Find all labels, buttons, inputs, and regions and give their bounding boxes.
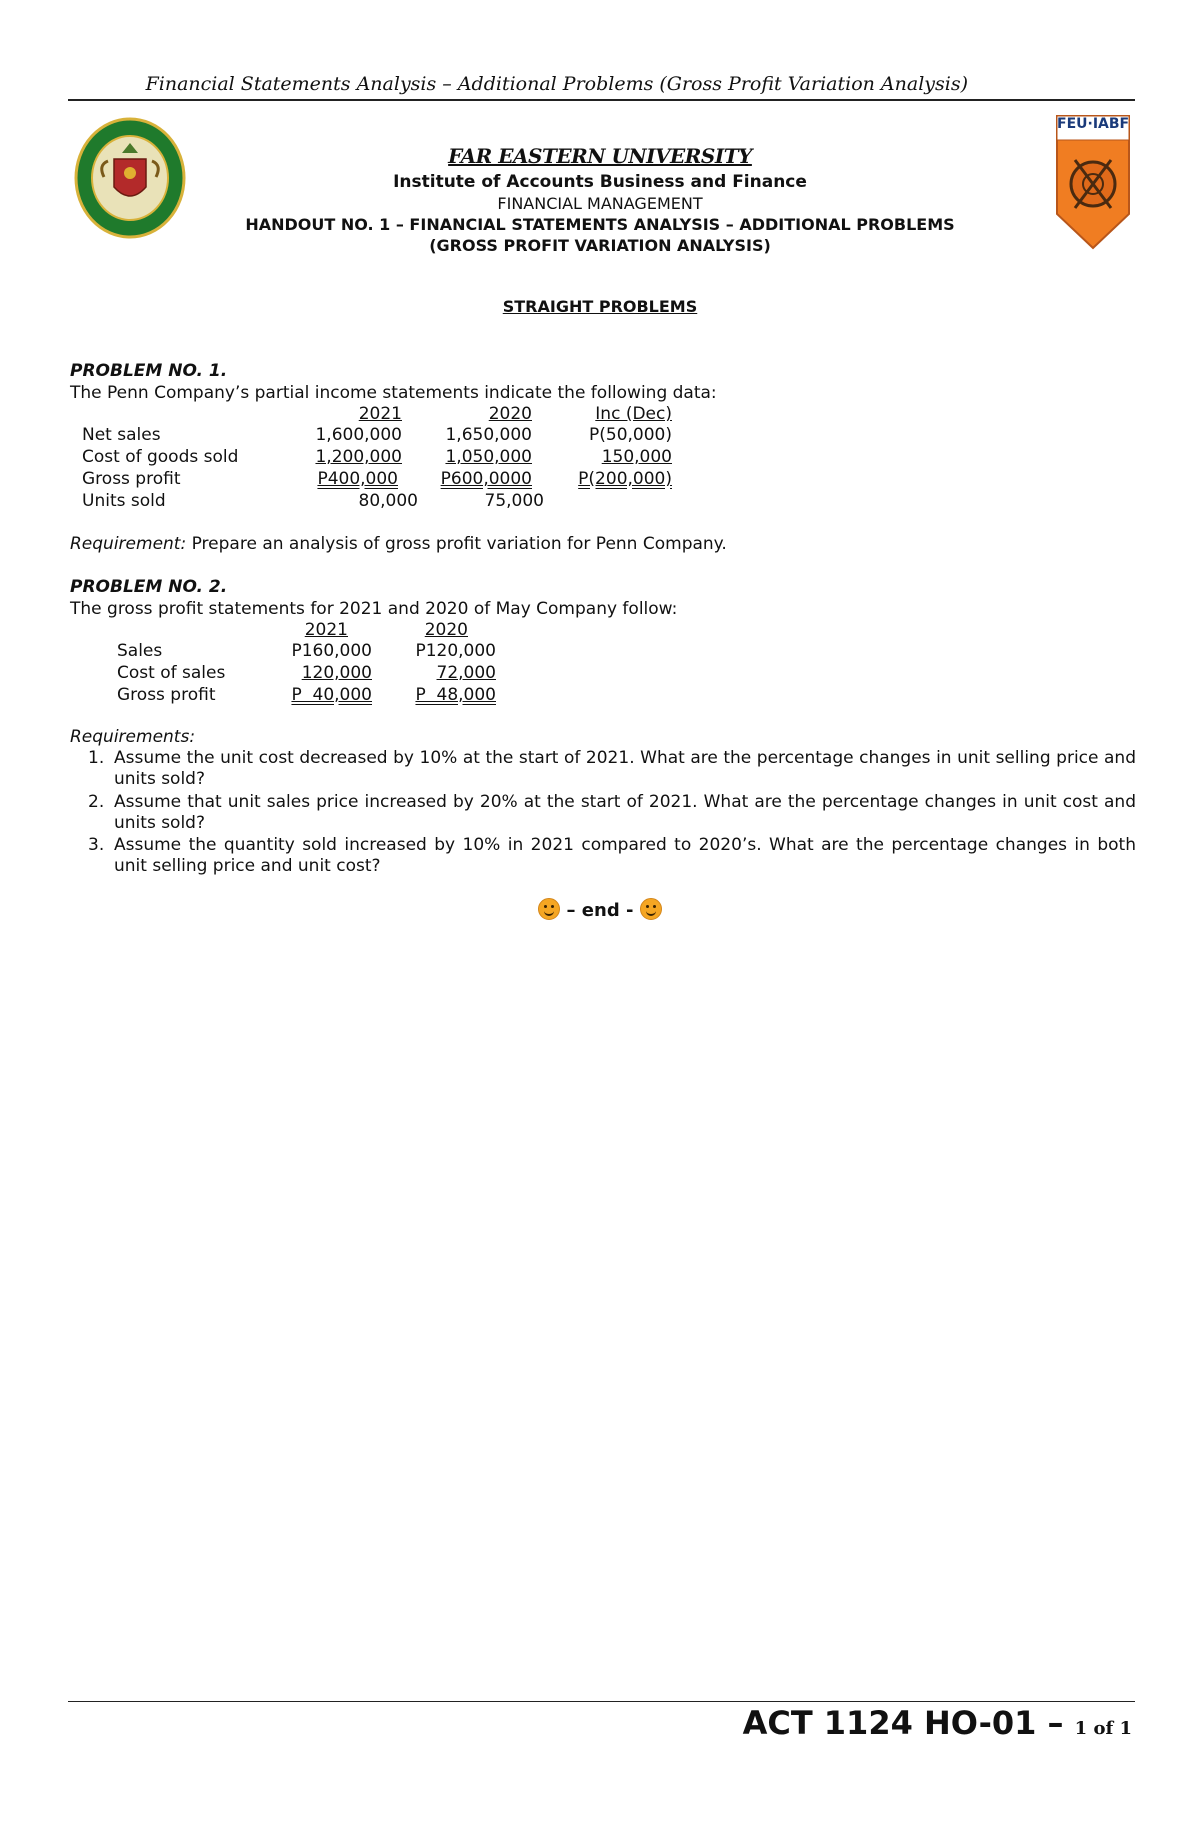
end-marker bbox=[0, 898, 1200, 921]
p1-row-label: Cost of goods sold bbox=[82, 447, 239, 467]
requirement-number: 1. bbox=[88, 748, 105, 768]
requirement-text: Assume the quantity sold increased by 10% in 2021 compared to 2020’s. What are the percentage changes in both unit selling price and unit cost? bbox=[114, 835, 1136, 876]
p1-cell: 75,000 bbox=[484, 491, 544, 511]
p1-cell: 1,600,000 bbox=[315, 425, 402, 445]
p1-row-label: Units sold bbox=[82, 491, 166, 511]
header-rule bbox=[68, 99, 1135, 101]
p1-col-inc: Inc (Dec) bbox=[595, 404, 672, 424]
university-name: FAR EASTERN UNIVERSITY bbox=[448, 144, 752, 168]
requirement-label: Requirement: bbox=[70, 534, 187, 554]
p1-cell: P(200,000) bbox=[578, 469, 672, 489]
requirement-item bbox=[88, 792, 1136, 836]
problem-1-requirement bbox=[70, 534, 727, 554]
requirement-text: Assume the unit cost decreased by 10% at the start of 2021. What are the percentage changes in unit selling price and units sold? bbox=[114, 748, 1136, 789]
course-name: FINANCIAL MANAGEMENT bbox=[497, 194, 703, 213]
institute-name: Institute of Accounts Business and Finance bbox=[393, 172, 807, 192]
p1-cell: 80,000 bbox=[358, 491, 418, 511]
p2-cell: P 40,000 bbox=[291, 685, 372, 705]
requirement-text: Assume that unit sales price increased by 20% at the start of 2021. What are the percentage changes in unit cost and units sold? bbox=[114, 792, 1136, 833]
p2-cell: P160,000 bbox=[291, 641, 372, 661]
smiley-icon bbox=[640, 898, 662, 920]
p2-col-2021: 2021 bbox=[304, 620, 348, 640]
handout-subtitle: (GROSS PROFIT VARIATION ANALYSIS) bbox=[429, 236, 771, 255]
requirement-item bbox=[88, 748, 1136, 792]
footer bbox=[743, 1704, 1132, 1742]
end-text: – end - bbox=[560, 900, 640, 921]
p1-cell: 1,050,000 bbox=[445, 447, 532, 467]
p2-cell: P120,000 bbox=[415, 641, 496, 661]
p1-cell: P600,0000 bbox=[440, 469, 532, 489]
requirement-text: Prepare an analysis of gross profit variation for Penn Company. bbox=[191, 534, 727, 554]
p2-row-label: Sales bbox=[117, 641, 163, 661]
p2-cell: 120,000 bbox=[301, 663, 372, 683]
handout-title: HANDOUT NO. 1 – FINANCIAL STATEMENTS ANALYSIS – ADDITIONAL PROBLEMS bbox=[245, 215, 955, 234]
p1-cell: 1,200,000 bbox=[315, 447, 402, 467]
problem-2-intro: The gross profit statements for 2021 and 2020 of May Company follow: bbox=[70, 599, 678, 619]
p2-col-2020: 2020 bbox=[424, 620, 468, 640]
running-header-title: Financial Statements Analysis – Additional Problems (Gross Profit Variation Analysis) bbox=[145, 73, 968, 95]
p1-cell: P(50,000) bbox=[589, 425, 672, 445]
footer-code: ACT 1124 HO-01 – bbox=[742, 1704, 1075, 1742]
p1-cell: P400,000 bbox=[317, 469, 398, 489]
page-number: 1 of 1 bbox=[1074, 1718, 1132, 1739]
p1-col-2021: 2021 bbox=[358, 404, 402, 424]
smiley-icon bbox=[538, 898, 560, 920]
requirement-item bbox=[88, 835, 1136, 879]
p1-cell: 1,650,000 bbox=[445, 425, 532, 445]
problem-2-heading: PROBLEM NO. 2. bbox=[70, 577, 228, 597]
p2-cell: 72,000 bbox=[436, 663, 496, 683]
p2-row-label: Cost of sales bbox=[117, 663, 226, 683]
problem-1-heading: PROBLEM NO. 1. bbox=[70, 361, 228, 381]
p2-cell: P 48,000 bbox=[415, 685, 496, 705]
problem-1-intro: The Penn Company’s partial income statements indicate the following data: bbox=[70, 383, 717, 403]
section-title: STRAIGHT PROBLEMS bbox=[502, 297, 698, 316]
p1-row-label: Net sales bbox=[82, 425, 161, 445]
requirements-label: Requirements: bbox=[70, 727, 196, 747]
p1-row-label: Gross profit bbox=[82, 469, 181, 489]
p1-col-2020: 2020 bbox=[488, 404, 532, 424]
requirement-number: 3. bbox=[88, 835, 105, 855]
footer-rule bbox=[68, 1701, 1135, 1702]
shield-label: FEU·IABF bbox=[1057, 116, 1130, 132]
p1-cell: 150,000 bbox=[601, 447, 672, 467]
requirement-number: 2. bbox=[88, 792, 105, 812]
p2-row-label: Gross profit bbox=[117, 685, 216, 705]
